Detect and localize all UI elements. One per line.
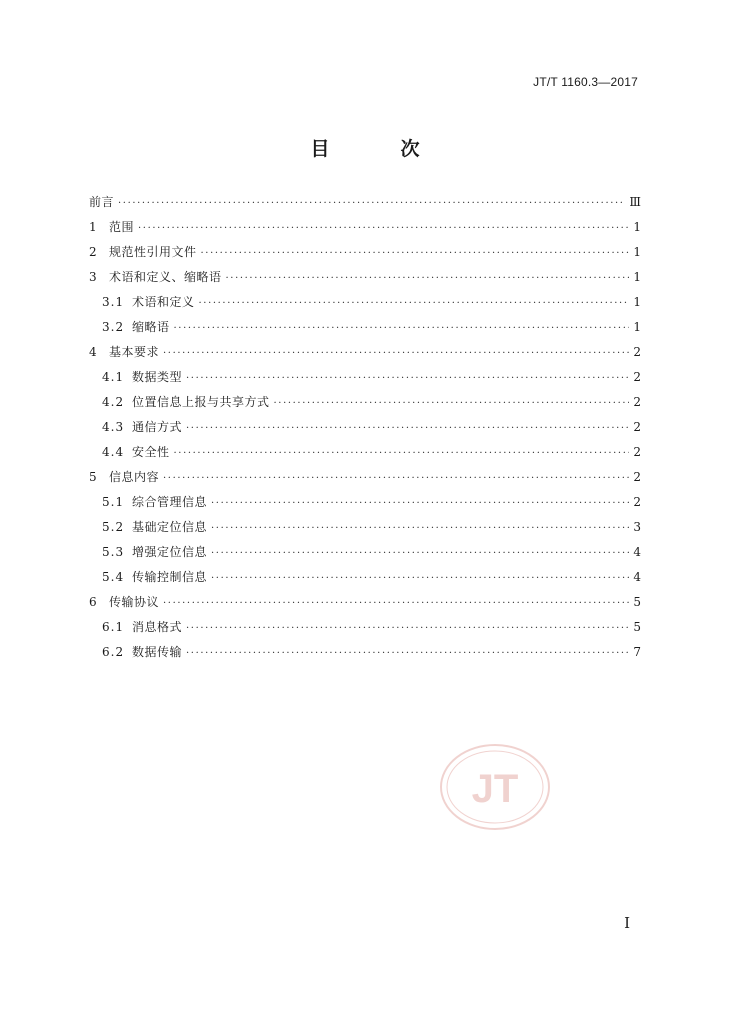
jt-watermark-logo	[438, 742, 552, 832]
toc-entry-number: 2	[89, 245, 97, 259]
toc-entry[interactable]	[89, 242, 641, 267]
toc-entry-title: 术语和定义	[132, 295, 195, 309]
toc-dot-leader	[174, 444, 629, 464]
toc-entry-number: 5.2	[102, 520, 125, 534]
page-title: 目 次	[310, 138, 446, 160]
toc-entry[interactable]	[89, 192, 641, 217]
toc-entry-number: 4.1	[102, 370, 125, 384]
toc-entry-number: 4	[89, 345, 97, 359]
toc-dot-leader	[226, 269, 629, 289]
toc-entry-title: 综合管理信息	[132, 495, 208, 509]
toc-entry[interactable]	[89, 567, 641, 592]
toc-dot-leader	[211, 494, 629, 514]
toc-entry-page: 5	[633, 595, 641, 609]
toc-entry-page: 2	[633, 420, 641, 434]
toc-dot-leader	[186, 369, 629, 389]
toc-entry-number: 6	[89, 595, 97, 609]
toc-entry[interactable]	[89, 392, 641, 417]
toc-entry-title: 术语和定义、缩略语	[109, 270, 222, 284]
toc-entry-title: 传输控制信息	[132, 570, 208, 584]
toc-entry-title: 信息内容	[109, 470, 160, 484]
toc-entry-number: 5.1	[102, 495, 125, 509]
toc-entry[interactable]	[89, 617, 641, 642]
toc-entry[interactable]	[89, 217, 641, 242]
toc-entry-page: Ⅲ	[629, 195, 641, 209]
toc-entry-number: 3.1	[102, 295, 125, 309]
toc-entry-page: 2	[633, 370, 641, 384]
toc-entry-number: 6.2	[102, 645, 125, 659]
toc-entry[interactable]	[89, 317, 641, 342]
toc-entry-page: 3	[633, 520, 641, 534]
toc-entry-number: 4.3	[102, 420, 125, 434]
toc-entry-number: 5.3	[102, 545, 125, 559]
toc-dot-leader	[163, 594, 629, 614]
toc-entry-number: 4.2	[102, 395, 125, 409]
toc-entry-page: 4	[633, 545, 641, 559]
toc-entry-title: 消息格式	[132, 620, 183, 634]
toc-dot-leader	[163, 344, 629, 364]
toc-entry-page: 1	[633, 295, 641, 309]
toc-entry-number: 6.1	[102, 620, 125, 634]
toc-entry-number: 3.2	[102, 320, 125, 334]
toc-dot-leader	[174, 319, 629, 339]
toc-entry[interactable]	[89, 367, 641, 392]
toc-dot-leader	[186, 619, 629, 639]
toc-entry-title: 数据传输	[132, 645, 183, 659]
toc-entry[interactable]	[89, 442, 641, 467]
toc-entry-title: 通信方式	[132, 420, 183, 434]
toc-entry-page: 2	[633, 470, 641, 484]
toc-entry-page: 1	[633, 220, 641, 234]
toc-entry-title: 基础定位信息	[132, 520, 208, 534]
toc-entry[interactable]	[89, 492, 641, 517]
toc-dot-leader	[186, 419, 629, 439]
toc-entry[interactable]	[89, 592, 641, 617]
toc-dot-leader	[186, 644, 629, 664]
toc-dot-leader	[163, 469, 629, 489]
toc-entry-page: 7	[633, 645, 641, 659]
toc-entry-title: 增强定位信息	[132, 545, 208, 559]
toc-dot-leader	[118, 194, 625, 214]
toc-dot-leader	[211, 544, 629, 564]
toc-entry-title: 传输协议	[109, 595, 160, 609]
toc-entry-number: 1	[89, 220, 97, 234]
toc-dot-leader	[199, 294, 629, 314]
toc-entry-page: 4	[633, 570, 641, 584]
toc-entry-page: 2	[633, 395, 641, 409]
toc-entry-title: 安全性	[132, 445, 170, 459]
toc-entry-title: 缩略语	[132, 320, 170, 334]
toc-dot-leader	[211, 519, 629, 539]
toc-entry[interactable]	[89, 267, 641, 292]
toc-entry-page: 2	[633, 345, 641, 359]
document-code: JT/T 1160.3—2017	[533, 75, 638, 89]
toc-entry[interactable]	[89, 517, 641, 542]
toc-entry[interactable]	[89, 642, 641, 667]
toc-dot-leader	[201, 244, 629, 264]
toc-entry-number: 5.4	[102, 570, 125, 584]
toc-entry[interactable]	[89, 417, 641, 442]
toc-entry-number: 3	[89, 270, 97, 284]
toc-entry-title: 位置信息上报与共享方式	[132, 395, 270, 409]
toc-entry-number: 4.4	[102, 445, 125, 459]
toc-entry-page: 5	[633, 620, 641, 634]
toc-dot-leader	[274, 394, 629, 414]
toc-entry-title: 范围	[109, 220, 135, 234]
toc-entry-page: 1	[633, 270, 641, 284]
toc-dot-leader	[211, 569, 629, 589]
toc-entry-page: 2	[633, 445, 641, 459]
toc-entry[interactable]	[89, 342, 641, 367]
watermark-text: JT	[471, 767, 519, 811]
toc-entry[interactable]	[89, 467, 641, 492]
toc-entry-title: 基本要求	[109, 345, 160, 359]
toc-entry-page: 1	[633, 245, 641, 259]
toc-dot-leader	[138, 219, 629, 239]
toc-entry-title: 规范性引用文件	[109, 245, 197, 259]
table-of-contents	[89, 192, 641, 667]
toc-entry-page: 1	[633, 320, 641, 334]
toc-entry-page: 2	[633, 495, 641, 509]
toc-entry[interactable]	[89, 542, 641, 567]
toc-entry-title: 数据类型	[132, 370, 183, 384]
page-number: I	[624, 914, 630, 932]
toc-entry-number: 5	[89, 470, 97, 484]
toc-entry[interactable]	[89, 292, 641, 317]
toc-entry-title: 前言	[89, 195, 115, 209]
